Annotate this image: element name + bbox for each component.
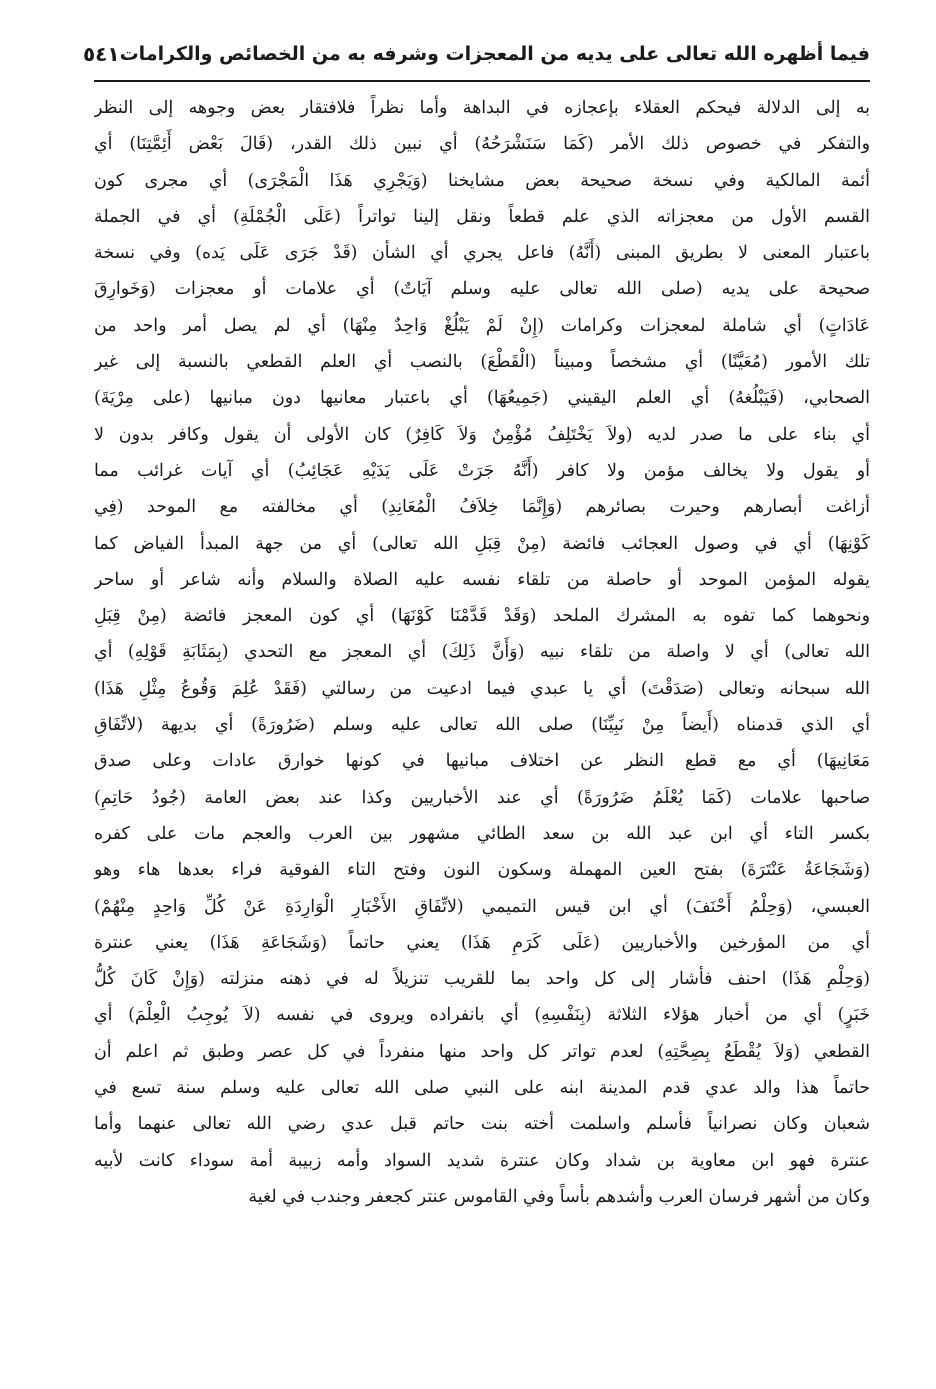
text-line: أزاغت أبصارهم وحيرت بصائرهم (وَإِنَّمَا خِلاَفُ الْمُعَانِدِ) أي مخالفته مع الموحد (فِي [94, 497, 870, 518]
text-line: شعبان وكان نصرانياً فأسلم واسلمت أخته بنت حاتم قبل عدي رضي الله تعالى عنهما وأما [94, 1114, 870, 1135]
text-line: كَوْنِهَا) أي في وصول العجائب فائضة (مِنْ قِبَلِ الله تعالى) أي من جهة المبدأ الفياض كما [94, 533, 870, 554]
text-line: أئمة المالكية وفي نسخة صحيحة بعض مشايخنا (وَيَجْرِي هَذَا الْمَجْرَى) أي مجرى كون [94, 170, 870, 191]
text-line: باعتبار المعنى لا بطريق المبنى (أَنَّهُ) فاعل يجري أي الشأن (قَدْ جَرَى عَلَى يَده) وفي نسخة [94, 243, 870, 264]
text-line: ونحوهما كما تفوه به المشرك الملحد (وَقَدْ قَدَّمْنَا كَوْنَهَا) أي كون المعجز فائضة (مِنْ قِبَلِ [94, 606, 870, 627]
text-line: وكان من أشهر فرسان العرب وأشدهم بأساً وفي القاموس عنتر كجعفر وجندب في لغية [248, 1186, 870, 1207]
text-line: العبسي، (وَحِلْمُ أَحْنَفَ) أي ابن قيس التميمي (لاتِّفَاقِ الأَخْبَارِ الْوَارِدَةِ عَنْ كُلِّ وَاحِدٍ مِنْهُمْ) [94, 896, 870, 917]
text-line: والتفكر في خصوص ذلك الأمر (كَمَا سَنَشْرَحُهُ) أي نبين ذلك القدر، (قَالَ بَعْض أَئِمَّتِنَا) أي [94, 134, 870, 155]
text-line: (وَحِلْمِ هَذَا) احنف فأشار إلى كل واحد بما للقريب تنزيلاً له في ذهنه منزلته (وَإِنْ كَانَ كُلُّ [94, 969, 870, 990]
text-line: القطعي (وَلاَ يُقْطَعُ بِصِحَّتِهِ) لعدم تواتر كل واحد منها منفرداً في كل عصر وطبق ثم اعلم أن [94, 1041, 870, 1062]
text-line: به إلى الدلالة فيحكم العقلاء بإعجازه في البداهة وأما نظراً فلافتقار بعض وجوهه إلى النظر [94, 98, 870, 118]
text-line: مَعَانِيهَا) أي مع قطع النظر عن اختلاف مبانيها في كونها خوارق عادات وعلى صدق [94, 751, 870, 772]
text-line: صاحبها علامات (كَمَا يُعْلَمُ ضَرُورَةً) أي عند الأخباريين وكذا عند بعض العامة (جُودُ حَاتِمِ) [94, 787, 870, 808]
text-line: الله سبحانه وتعالى (صَدَقْتَ) أي يا عبدي فيما ادعيت من رسالتي (فَقَدْ عُلِمَ وَقُوعُ مِثْلِ هَذَا) [94, 678, 870, 699]
text-line: عنترة فهو ابن معاوية بن شداد وكان عنترة شديد السواد وأمه زبيبة أمة سوداء كانت لأبيه [94, 1150, 870, 1171]
text-line: القسم الأول من معجزاته الذي علم قطعاً ونقل إلينا تواتراً (عَلَى الْجُمْلَةِ) أي في الجملة [94, 206, 870, 227]
page-header [82, 28, 870, 82]
text-line: أو يقول ولا يخالف مؤمن ولا كافر (أَنَّهُ جَرَتْ عَلَى يَدَيْهِ عَجَائِبُ) أي آيات غرائب مما [94, 460, 870, 481]
text-line: أي من المؤرخين والأخباريين (عَلَى كَرَمِ هَذَا) يعني حاتماً (وَشَجَاعَةِ هَذَا) يعني عنترة [94, 932, 870, 953]
text-line: حاتماً هذا والد عدي قدم المدينة ابنه على النبي صلى الله تعالى عليه وسلم سنة تسع في [94, 1078, 870, 1099]
text-line: (وَشَجَاعَةُ عَنْتَرَةَ) بفتح العين المهملة وسكون النون وفتح التاء الفوقية فراء بعدها هاء وهو [94, 860, 870, 881]
text-line: الله تعالى) أي لا واصلة من تلقاء نبيه (وَأَنَّ ذَلِكَ) أي المعجز مع التحدي (بِمَثَابَةِ قَوْلِهِ) أي [94, 642, 870, 663]
book-page [82, 28, 870, 1368]
text-line: الصحابي، (فَيَبْلُغهُ) أي العلم اليقيني (جَمِيعُهَا) أي باعتبار معانيها دون مبانيها (على مِرْيَةَ) [94, 388, 870, 409]
page-number: ٥٤١ [82, 42, 120, 66]
text-line: صحيحة على يديه (صلى الله تعالى عليه وسلم آيَاتٌ) أي علامات أو معجزات (وَخَوارِقَ [94, 279, 870, 300]
text-line: أي بناء على ما صدر لديه (ولاَ يَخْتَلِفُ مُؤْمِنٌ وَلاَ كَافِرٌ) كان الأولى أن يقول وكافر بدون لا [94, 424, 870, 445]
commentary-text [94, 90, 870, 1215]
text-line: عَادَاتٍ) أي شاملة لمعجزات وكرامات (إِنْ لَمْ يَبْلُغْ وَاحِدٌ مِنْهَا) أي لم يصل أمر واحد من [94, 315, 870, 336]
text-line: تلك الأمور (مُعَيَّنًا) أي مشخصاً ومبيناً (الْقَطْعَ) بالنصب أي العلم القطعي بالنسبة إلى غير [94, 352, 870, 373]
text-line: أي الذي قدمناه (أَيضاً مِنْ نَبِيِّنَا) صلى الله تعالى عليه وسلم (ضَرُورَةً) أي بديهة (لاتِّفَاقِ [94, 715, 870, 736]
running-title: فيما أظهره الله تعالى على يديه من المعجزات وشرفه به من الخصائص والكرامات [119, 43, 870, 65]
text-line: يقوله المؤمن الموحد أو حاصلة من تلقاء نفسه عليه الصلاة والسلام وأنه شاعر أو ساحر [94, 569, 870, 590]
text-line: بكسر التاء أي ابن عبد الله بن سعد الطائي مشهور بين العرب والعجم مات على كفره [94, 823, 870, 844]
text-line: خَبَرٍ) أي من أخبار هؤلاء الثلاثة (بِنَفْسِهِ) أي بانفراده ويروى في نفسه (لاَ يُوجِبُ الْعِلْمَ) أي [94, 1005, 870, 1026]
